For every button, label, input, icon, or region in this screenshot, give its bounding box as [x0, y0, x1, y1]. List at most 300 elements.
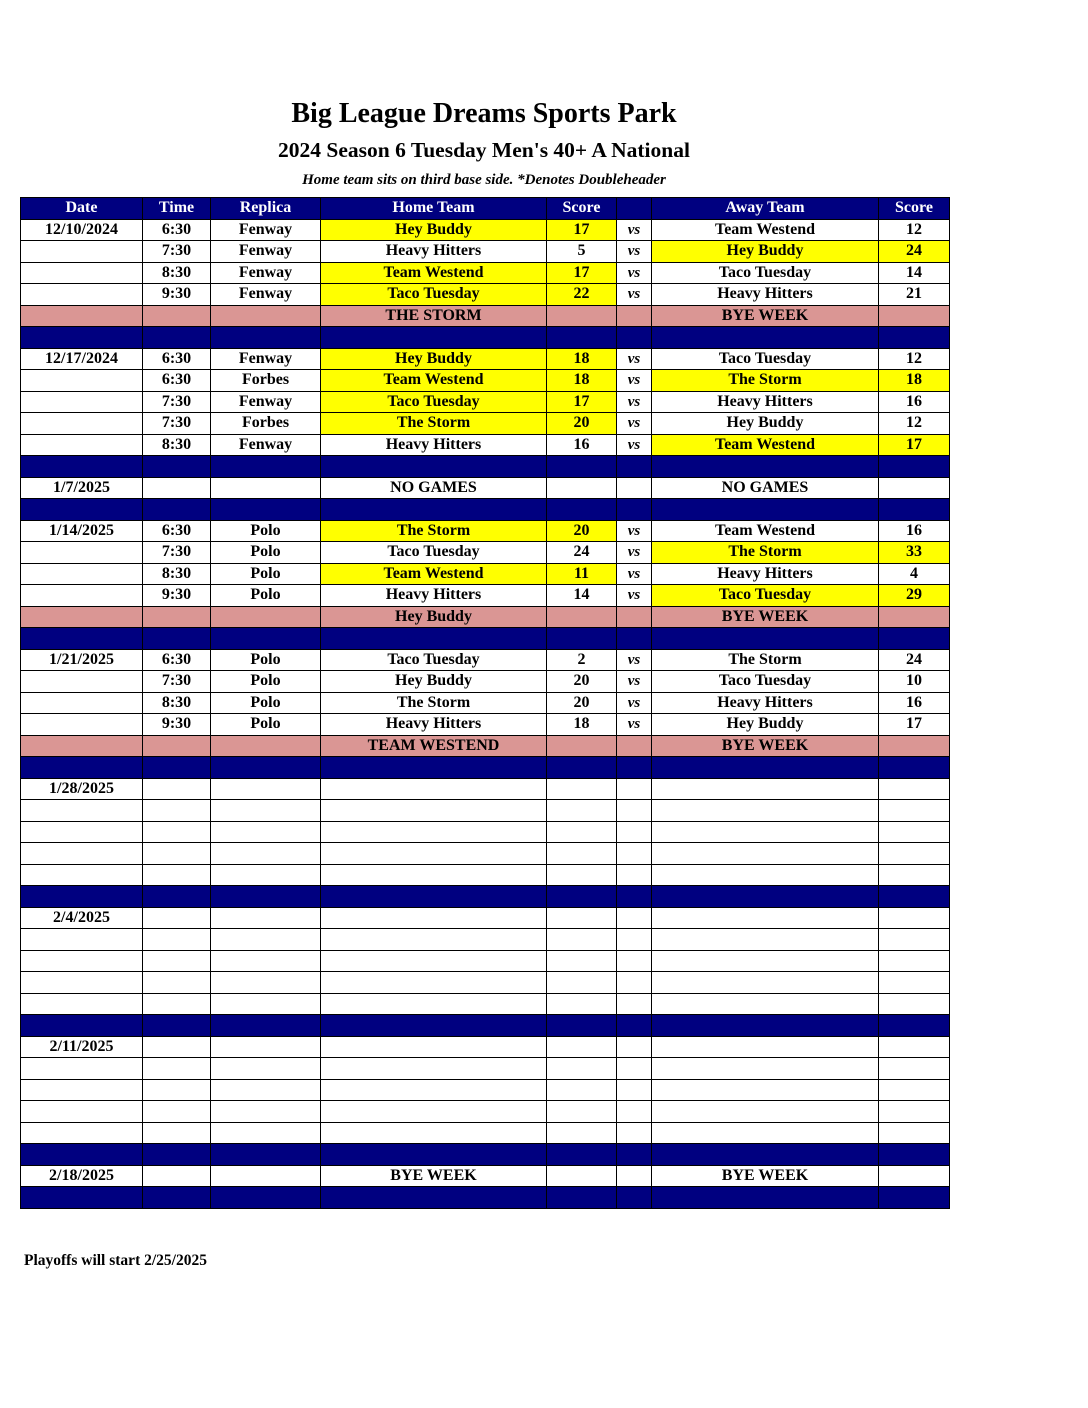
separator-cell — [21, 1187, 143, 1209]
replica-cell — [211, 821, 321, 843]
vs-cell — [617, 843, 652, 865]
date-cell — [21, 714, 143, 736]
away-score-cell: 12 — [879, 348, 950, 370]
game-row — [21, 800, 950, 822]
away-team-cell: Team Westend — [652, 520, 879, 542]
separator-cell — [21, 456, 143, 478]
replica-cell: Fenway — [211, 284, 321, 306]
header-away-team: Away Team — [652, 198, 879, 220]
away-team-cell — [652, 907, 879, 929]
vs-cell: vs — [617, 692, 652, 714]
home-team-cell — [321, 1101, 547, 1123]
time-cell — [143, 843, 211, 865]
home-score-cell — [547, 821, 617, 843]
separator-cell — [879, 327, 950, 349]
game-row — [21, 1165, 950, 1187]
away-score-cell: 4 — [879, 563, 950, 585]
replica-cell — [211, 1122, 321, 1144]
separator-cell — [652, 886, 879, 908]
empty-cell — [143, 305, 211, 327]
home-team-cell — [321, 929, 547, 951]
replica-cell — [211, 929, 321, 951]
away-team-cell: Taco Tuesday — [652, 671, 879, 693]
separator-cell — [211, 327, 321, 349]
separator-cell — [879, 499, 950, 521]
separator-cell — [617, 499, 652, 521]
game-row — [21, 692, 950, 714]
game-row — [21, 477, 950, 499]
away-team-cell: Team Westend — [652, 219, 879, 241]
away-score-cell — [879, 907, 950, 929]
home-score-cell — [547, 1165, 617, 1187]
replica-cell — [211, 864, 321, 886]
home-team-cell — [321, 778, 547, 800]
time-cell — [143, 864, 211, 886]
time-cell — [143, 1165, 211, 1187]
date-cell — [21, 585, 143, 607]
home-team-cell — [321, 843, 547, 865]
replica-cell — [211, 800, 321, 822]
date-cell — [21, 1079, 143, 1101]
away-score-cell — [879, 1122, 950, 1144]
vs-cell: vs — [617, 348, 652, 370]
bye-row — [21, 735, 950, 757]
replica-cell: Polo — [211, 585, 321, 607]
home-score-cell: 22 — [547, 284, 617, 306]
home-team-cell — [321, 1036, 547, 1058]
date-cell: 2/4/2025 — [21, 907, 143, 929]
away-score-cell: 16 — [879, 692, 950, 714]
away-score-cell: 12 — [879, 413, 950, 435]
away-team-cell — [652, 778, 879, 800]
away-team-cell — [652, 1101, 879, 1123]
away-score-cell — [879, 864, 950, 886]
home-score-cell — [547, 843, 617, 865]
date-cell: 1/14/2025 — [21, 520, 143, 542]
vs-cell: vs — [617, 391, 652, 413]
away-team-cell — [652, 950, 879, 972]
date-cell — [21, 864, 143, 886]
week-separator-row — [21, 628, 950, 650]
vs-cell — [617, 778, 652, 800]
home-score-cell: 17 — [547, 262, 617, 284]
date-cell — [21, 929, 143, 951]
replica-cell: Fenway — [211, 348, 321, 370]
vs-cell — [617, 1036, 652, 1058]
home-team-cell — [321, 1058, 547, 1080]
game-row — [21, 714, 950, 736]
week-separator-row — [21, 1187, 950, 1209]
time-cell: 7:30 — [143, 241, 211, 263]
time-cell — [143, 993, 211, 1015]
home-score-cell: 20 — [547, 671, 617, 693]
away-team-cell: Taco Tuesday — [652, 585, 879, 607]
game-row — [21, 370, 950, 392]
home-score-cell — [547, 1122, 617, 1144]
bye-row — [21, 606, 950, 628]
separator-cell — [211, 499, 321, 521]
home-score-cell — [547, 864, 617, 886]
vs-cell: vs — [617, 714, 652, 736]
replica-cell: Forbes — [211, 370, 321, 392]
separator-cell — [321, 886, 547, 908]
date-cell — [21, 843, 143, 865]
empty-cell — [21, 735, 143, 757]
date-cell: 12/10/2024 — [21, 219, 143, 241]
away-score-cell: 21 — [879, 284, 950, 306]
separator-cell — [211, 1144, 321, 1166]
schedule-table — [20, 197, 950, 1209]
home-team-cell — [321, 821, 547, 843]
game-row — [21, 778, 950, 800]
home-score-cell — [547, 972, 617, 994]
time-cell — [143, 477, 211, 499]
game-row — [21, 585, 950, 607]
empty-cell — [879, 606, 950, 628]
away-score-cell: 17 — [879, 434, 950, 456]
separator-cell — [652, 1187, 879, 1209]
separator-cell — [617, 1015, 652, 1037]
date-cell: 1/21/2025 — [21, 649, 143, 671]
home-team-cell — [321, 972, 547, 994]
away-score-cell — [879, 778, 950, 800]
time-cell — [143, 1101, 211, 1123]
vs-cell: vs — [617, 585, 652, 607]
week-separator-row — [21, 456, 950, 478]
home-team-cell — [321, 1079, 547, 1101]
date-cell — [21, 413, 143, 435]
away-team-cell: NO GAMES — [652, 477, 879, 499]
time-cell: 6:30 — [143, 520, 211, 542]
bye-label-cell: BYE WEEK — [652, 606, 879, 628]
time-cell: 6:30 — [143, 649, 211, 671]
home-team-cell — [321, 907, 547, 929]
vs-cell: vs — [617, 219, 652, 241]
date-cell — [21, 972, 143, 994]
away-team-cell: Hey Buddy — [652, 714, 879, 736]
replica-cell: Polo — [211, 692, 321, 714]
time-cell: 8:30 — [143, 563, 211, 585]
week-separator-row — [21, 1144, 950, 1166]
separator-cell — [547, 327, 617, 349]
home-team-cell: Hey Buddy — [321, 219, 547, 241]
away-score-cell: 33 — [879, 542, 950, 564]
empty-cell — [211, 305, 321, 327]
home-team-cell: Taco Tuesday — [321, 649, 547, 671]
separator-cell — [211, 456, 321, 478]
separator-cell — [617, 757, 652, 779]
separator-cell — [321, 1144, 547, 1166]
home-score-cell: 5 — [547, 241, 617, 263]
time-cell — [143, 821, 211, 843]
away-score-cell — [879, 477, 950, 499]
home-score-cell: 2 — [547, 649, 617, 671]
time-cell — [143, 800, 211, 822]
bye-label-cell: BYE WEEK — [652, 735, 879, 757]
separator-cell — [21, 1015, 143, 1037]
separator-cell — [879, 456, 950, 478]
home-team-cell: Hey Buddy — [321, 348, 547, 370]
replica-cell: Fenway — [211, 241, 321, 263]
replica-cell — [211, 1079, 321, 1101]
separator-cell — [143, 1187, 211, 1209]
separator-cell — [21, 499, 143, 521]
home-team-cell: Heavy Hitters — [321, 585, 547, 607]
table-header-row — [21, 198, 950, 220]
vs-cell: vs — [617, 434, 652, 456]
date-cell: 2/11/2025 — [21, 1036, 143, 1058]
game-row — [21, 864, 950, 886]
game-row — [21, 1101, 950, 1123]
date-cell — [21, 241, 143, 263]
home-team-cell: The Storm — [321, 692, 547, 714]
time-cell — [143, 907, 211, 929]
time-cell — [143, 1079, 211, 1101]
empty-cell — [617, 735, 652, 757]
separator-cell — [321, 327, 547, 349]
replica-cell — [211, 950, 321, 972]
game-row — [21, 348, 950, 370]
replica-cell: Polo — [211, 542, 321, 564]
empty-cell — [617, 606, 652, 628]
separator-cell — [547, 757, 617, 779]
away-team-cell: BYE WEEK — [652, 1165, 879, 1187]
separator-cell — [652, 456, 879, 478]
away-score-cell — [879, 1101, 950, 1123]
separator-cell — [879, 628, 950, 650]
separator-cell — [143, 1144, 211, 1166]
vs-cell: vs — [617, 563, 652, 585]
separator-cell — [547, 628, 617, 650]
replica-cell: Fenway — [211, 262, 321, 284]
game-row — [21, 929, 950, 951]
time-cell: 9:30 — [143, 284, 211, 306]
home-score-cell: 24 — [547, 542, 617, 564]
home-team-cell — [321, 1122, 547, 1144]
game-row — [21, 262, 950, 284]
home-score-cell: 18 — [547, 370, 617, 392]
empty-cell — [879, 305, 950, 327]
home-score-cell — [547, 1058, 617, 1080]
away-team-cell: Team Westend — [652, 434, 879, 456]
separator-cell — [547, 499, 617, 521]
replica-cell — [211, 993, 321, 1015]
vs-cell: vs — [617, 671, 652, 693]
separator-cell — [617, 327, 652, 349]
separator-cell — [617, 886, 652, 908]
vs-cell: vs — [617, 241, 652, 263]
replica-cell — [211, 1101, 321, 1123]
game-row — [21, 413, 950, 435]
game-row — [21, 563, 950, 585]
date-cell — [21, 284, 143, 306]
home-score-cell — [547, 778, 617, 800]
separator-cell — [211, 886, 321, 908]
empty-cell — [143, 606, 211, 628]
vs-cell — [617, 821, 652, 843]
away-score-cell: 16 — [879, 391, 950, 413]
separator-cell — [143, 1015, 211, 1037]
date-cell — [21, 1101, 143, 1123]
separator-cell — [547, 1015, 617, 1037]
time-cell — [143, 1058, 211, 1080]
time-cell: 7:30 — [143, 542, 211, 564]
date-cell — [21, 1058, 143, 1080]
separator-cell — [652, 1015, 879, 1037]
week-separator-row — [21, 757, 950, 779]
away-score-cell — [879, 1058, 950, 1080]
separator-cell — [652, 1144, 879, 1166]
home-score-cell: 17 — [547, 391, 617, 413]
bye-row — [21, 305, 950, 327]
home-team-cell: Taco Tuesday — [321, 391, 547, 413]
home-score-cell — [547, 950, 617, 972]
away-team-cell: The Storm — [652, 542, 879, 564]
separator-cell — [143, 456, 211, 478]
separator-cell — [321, 499, 547, 521]
date-cell — [21, 671, 143, 693]
date-cell — [21, 563, 143, 585]
away-team-cell — [652, 800, 879, 822]
header-away-score: Score — [879, 198, 950, 220]
home-team-cell: Team Westend — [321, 262, 547, 284]
away-team-cell — [652, 1122, 879, 1144]
separator-cell — [547, 456, 617, 478]
footer-note: Playoffs will start 2/25/2025 — [24, 1252, 207, 1269]
vs-cell: vs — [617, 413, 652, 435]
date-cell — [21, 391, 143, 413]
home-score-cell: 17 — [547, 219, 617, 241]
bye-team-cell: THE STORM — [321, 305, 547, 327]
separator-cell — [143, 499, 211, 521]
away-team-cell: Heavy Hitters — [652, 692, 879, 714]
home-score-cell: 14 — [547, 585, 617, 607]
date-cell — [21, 821, 143, 843]
game-row — [21, 649, 950, 671]
replica-cell: Polo — [211, 563, 321, 585]
home-team-cell: Heavy Hitters — [321, 434, 547, 456]
away-score-cell — [879, 929, 950, 951]
home-score-cell — [547, 907, 617, 929]
date-cell: 2/18/2025 — [21, 1165, 143, 1187]
time-cell — [143, 778, 211, 800]
replica-cell — [211, 907, 321, 929]
vs-cell: vs — [617, 649, 652, 671]
away-score-cell: 12 — [879, 219, 950, 241]
separator-cell — [321, 1015, 547, 1037]
time-cell: 6:30 — [143, 219, 211, 241]
away-team-cell: The Storm — [652, 370, 879, 392]
date-cell: 1/7/2025 — [21, 477, 143, 499]
separator-cell — [143, 327, 211, 349]
time-cell: 9:30 — [143, 585, 211, 607]
away-score-cell — [879, 993, 950, 1015]
away-team-cell: Heavy Hitters — [652, 391, 879, 413]
separator-cell — [652, 757, 879, 779]
game-row — [21, 391, 950, 413]
separator-cell — [321, 1187, 547, 1209]
game-row — [21, 434, 950, 456]
home-score-cell — [547, 800, 617, 822]
vs-cell: vs — [617, 520, 652, 542]
away-team-cell — [652, 1058, 879, 1080]
home-team-cell — [321, 800, 547, 822]
away-score-cell: 16 — [879, 520, 950, 542]
replica-cell: Forbes — [211, 413, 321, 435]
away-score-cell — [879, 800, 950, 822]
header-date: Date — [21, 198, 143, 220]
time-cell — [143, 1036, 211, 1058]
header-vs — [617, 198, 652, 220]
vs-cell — [617, 993, 652, 1015]
home-team-cell: NO GAMES — [321, 477, 547, 499]
home-team-cell: Taco Tuesday — [321, 542, 547, 564]
page-subtitle: 2024 Season 6 Tuesday Men's 40+ A National — [278, 138, 690, 162]
home-score-cell: 18 — [547, 348, 617, 370]
game-row — [21, 907, 950, 929]
game-row — [21, 284, 950, 306]
date-cell — [21, 950, 143, 972]
separator-cell — [21, 1144, 143, 1166]
date-cell — [21, 542, 143, 564]
empty-cell — [21, 305, 143, 327]
home-team-cell: The Storm — [321, 520, 547, 542]
vs-cell — [617, 1165, 652, 1187]
bye-team-cell: Hey Buddy — [321, 606, 547, 628]
away-team-cell: Heavy Hitters — [652, 563, 879, 585]
home-team-cell: Team Westend — [321, 563, 547, 585]
separator-cell — [617, 1187, 652, 1209]
away-team-cell: The Storm — [652, 649, 879, 671]
home-team-cell: The Storm — [321, 413, 547, 435]
away-score-cell: 24 — [879, 649, 950, 671]
separator-cell — [321, 628, 547, 650]
home-score-cell — [547, 929, 617, 951]
away-score-cell: 24 — [879, 241, 950, 263]
vs-cell: vs — [617, 370, 652, 392]
vs-cell — [617, 972, 652, 994]
week-separator-row — [21, 327, 950, 349]
separator-cell — [21, 327, 143, 349]
home-team-cell — [321, 864, 547, 886]
game-row — [21, 1036, 950, 1058]
game-row — [21, 1079, 950, 1101]
time-cell — [143, 929, 211, 951]
separator-cell — [143, 886, 211, 908]
home-team-cell — [321, 993, 547, 1015]
game-row — [21, 542, 950, 564]
away-team-cell: Heavy Hitters — [652, 284, 879, 306]
separator-cell — [321, 757, 547, 779]
vs-cell — [617, 950, 652, 972]
away-team-cell — [652, 972, 879, 994]
home-team-cell: Heavy Hitters — [321, 714, 547, 736]
vs-cell — [617, 477, 652, 499]
date-cell — [21, 370, 143, 392]
separator-cell — [617, 628, 652, 650]
vs-cell — [617, 864, 652, 886]
replica-cell — [211, 778, 321, 800]
away-team-cell — [652, 864, 879, 886]
header-replica: Replica — [211, 198, 321, 220]
replica-cell — [211, 1058, 321, 1080]
replica-cell: Polo — [211, 520, 321, 542]
away-score-cell: 14 — [879, 262, 950, 284]
away-score-cell: 29 — [879, 585, 950, 607]
away-score-cell — [879, 821, 950, 843]
game-row — [21, 950, 950, 972]
game-row — [21, 821, 950, 843]
